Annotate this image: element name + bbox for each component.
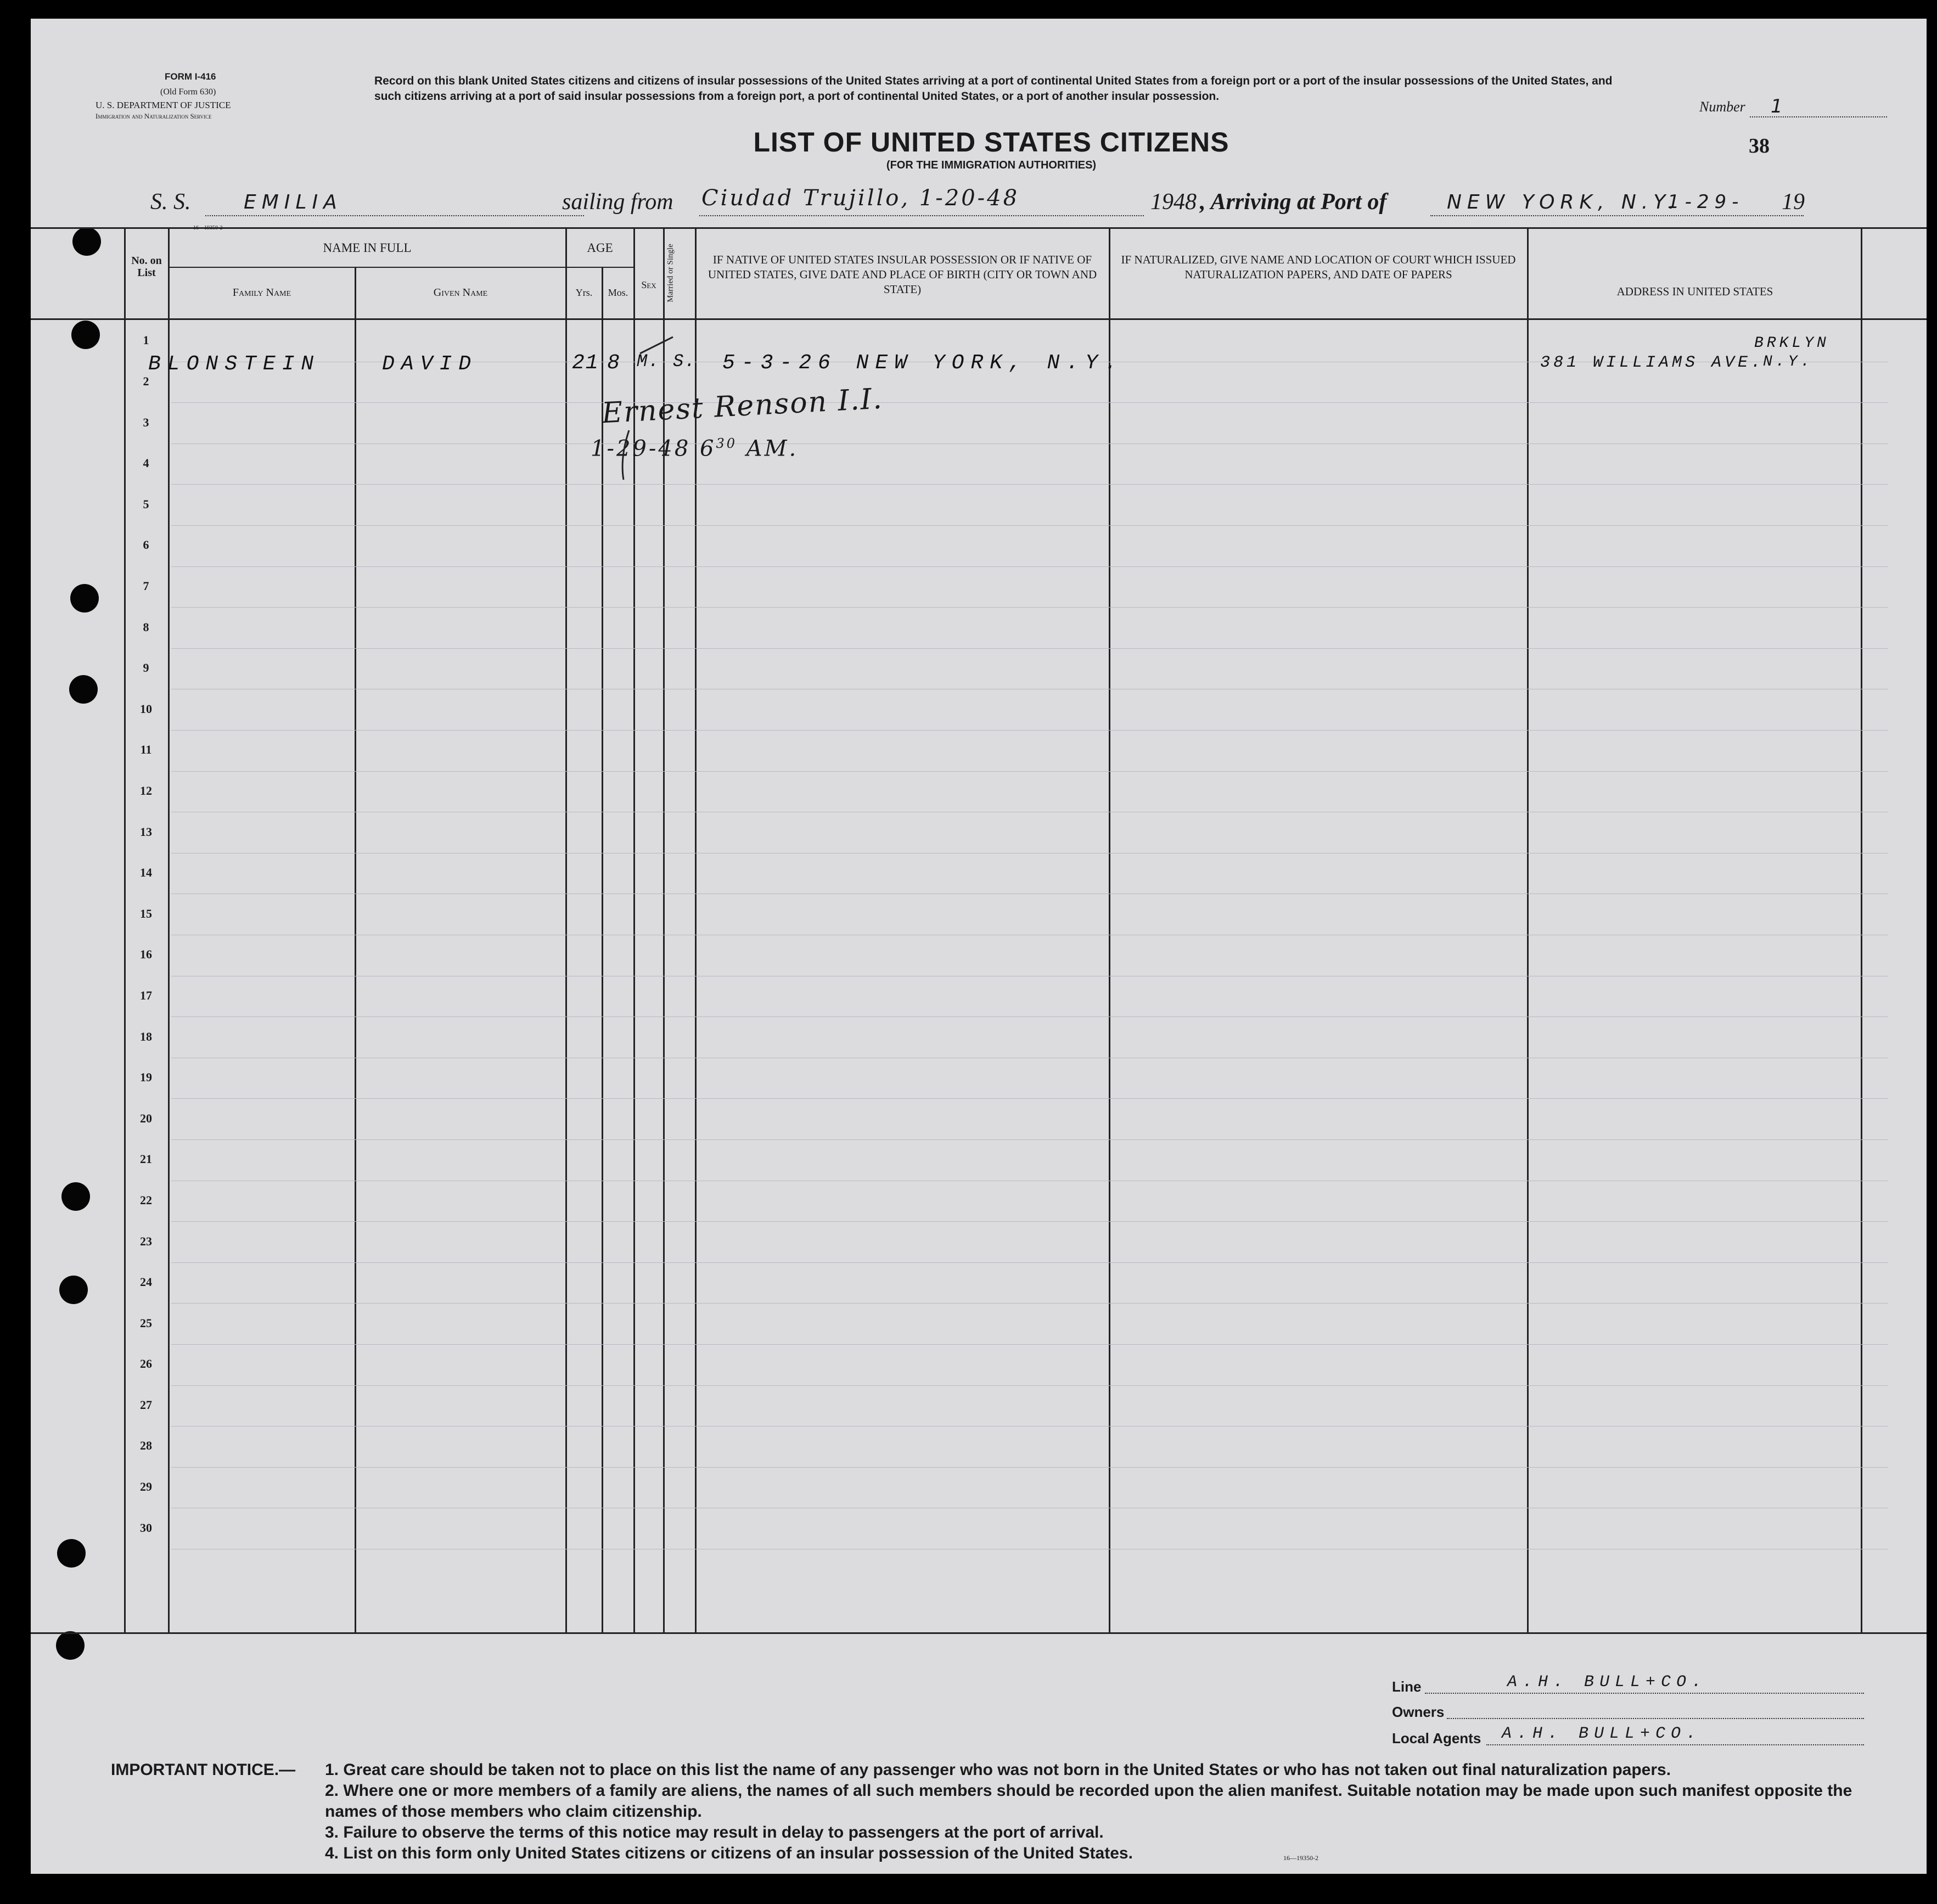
- row-number: 15: [140, 907, 152, 920]
- ss-label: S. S.: [150, 189, 191, 215]
- row-number: 20: [140, 1111, 152, 1125]
- row-rule: [171, 484, 1888, 485]
- row-rule: [171, 1303, 1888, 1304]
- row-number: 27: [140, 1398, 152, 1412]
- row-rule: [171, 1262, 1888, 1263]
- row-number: 16: [140, 947, 152, 961]
- col-divider: [355, 268, 356, 1632]
- punch-hole: [70, 584, 99, 613]
- notice-2: 2. Where one or more members of a family are aliens, the names of all such members should be recorded upon the alien manifest. Suitable notation may be made upon such manifest opposite the names of those members who claim citizenship.: [325, 1782, 1852, 1821]
- header-married-or-single: Married or Single: [666, 244, 675, 302]
- agents-rule: [1486, 1744, 1864, 1745]
- table-top-border: [31, 227, 1927, 229]
- row-number: 26: [140, 1357, 152, 1371]
- sailing-label: sailing from: [562, 189, 673, 215]
- row-number: 23: [140, 1234, 152, 1248]
- row-number: 18: [140, 1030, 152, 1043]
- row-rule: [171, 1221, 1888, 1222]
- row-number: 8: [143, 620, 149, 634]
- row-number: 21: [140, 1152, 152, 1166]
- entry-birth: 5-3-26 NEW YORK, N.Y.: [722, 351, 1124, 375]
- owners-label: Owners: [1392, 1704, 1445, 1720]
- name-age-subdivider: [169, 267, 633, 268]
- row-number: 10: [140, 702, 152, 716]
- ditto-strokes: [607, 321, 678, 485]
- arrival-date: 1-29-: [1667, 191, 1744, 213]
- header-sex: Sex: [641, 279, 656, 290]
- row-rule: [171, 648, 1888, 649]
- notice-title: IMPORTANT NOTICE.—: [111, 1761, 296, 1779]
- row-rule: [171, 730, 1888, 731]
- row-number: 22: [140, 1193, 152, 1207]
- sailing-line: [699, 215, 1144, 216]
- col-divider: [168, 228, 170, 1632]
- header-age: AGE: [587, 241, 613, 255]
- print-code-bottom: 16—19350-2: [1283, 1854, 1318, 1862]
- header-yrs: Yrs.: [575, 287, 593, 298]
- service: Immigration and Naturalization Service: [96, 112, 212, 120]
- row-rule: [171, 1467, 1888, 1468]
- form-number: FORM I-416: [165, 71, 216, 82]
- row-number: 19: [140, 1070, 152, 1084]
- line-rule: [1425, 1693, 1864, 1694]
- instructions-text: Record on this blank United States citizens and citizens of insular possessions of the United States arriving at a port of continental United States from a foreign port or a port of the insular possessions of the United States, and such citizens arriving at a port of said insular possessions from a foreign port, a port of continental United States, or a port of another insular possession.: [374, 75, 1613, 103]
- row-number: 30: [140, 1521, 152, 1535]
- header-bottom-border: [31, 318, 1927, 320]
- row-rule: [171, 1098, 1888, 1099]
- entry-given-name: DAVID: [382, 352, 478, 376]
- row-number: 9: [143, 661, 149, 675]
- inspector-date: 1-29-48 6: [591, 436, 716, 462]
- row-rule: [171, 1016, 1888, 1017]
- punch-hole: [59, 1276, 88, 1304]
- punch-hole: [71, 321, 100, 349]
- manifest-page: [31, 19, 1927, 1874]
- number-value: 1: [1771, 96, 1788, 117]
- entry-address: 381 WILLIAMS AVE.: [1540, 353, 1765, 372]
- row-rule: [171, 607, 1888, 608]
- col-divider: [1861, 228, 1862, 1632]
- agents-value: A.H. BULL+CO.: [1502, 1725, 1702, 1743]
- inspector-minutes: 30: [716, 436, 737, 451]
- row-number: 11: [140, 743, 152, 756]
- punch-hole: [69, 675, 98, 704]
- row-number: 4: [143, 456, 149, 470]
- row-number: 3: [143, 415, 149, 429]
- page-title: LIST OF UNITED STATES CITIZENS: [753, 127, 1229, 158]
- row-rule: [171, 1385, 1888, 1386]
- notice-4: 4. List on this form only United States citizens or citizens of an insular possession of the United States.: [325, 1844, 1133, 1862]
- row-rule: [171, 402, 1888, 403]
- arrival-year: 19: [1782, 189, 1805, 215]
- header-name-in-full: NAME IN FULL: [323, 241, 412, 255]
- entry-age-yrs: 21: [572, 351, 599, 375]
- row-number: 5: [143, 497, 149, 511]
- row-number: 25: [140, 1316, 152, 1330]
- entry-sex: M.: [637, 351, 660, 372]
- entry-family-name: BLONSTEIN: [148, 352, 321, 376]
- col-divider: [565, 228, 567, 1632]
- arrival-port: NEW YORK, N.Y.: [1447, 191, 1681, 214]
- punch-hole: [56, 1631, 85, 1660]
- row-number: 29: [140, 1480, 152, 1493]
- row-rule: [171, 1139, 1888, 1140]
- row-rule: [171, 771, 1888, 772]
- ship-line: [205, 215, 584, 216]
- department: U. S. DEPARTMENT OF JUSTICE: [96, 100, 231, 110]
- old-form: (Old Form 630): [160, 87, 216, 97]
- line-value: A.H. BULL+CO.: [1507, 1673, 1708, 1692]
- entry-city: BRKLYN: [1754, 335, 1829, 352]
- row-rule: [171, 525, 1888, 526]
- row-number: 12: [140, 784, 152, 797]
- row-number: 17: [140, 988, 152, 1002]
- row-number: 13: [140, 825, 152, 839]
- punch-hole: [57, 1539, 86, 1568]
- inspector-signature: Ernest Renson I.I.: [600, 382, 884, 430]
- page-subtitle: (FOR THE IMMIGRATION AUTHORITIES): [886, 159, 1097, 171]
- ship-name: EMILIA: [244, 191, 343, 214]
- punch-hole: [61, 1182, 90, 1211]
- col-divider: [1527, 228, 1529, 1632]
- row-rule: [171, 1344, 1888, 1345]
- row-number: 1: [143, 333, 149, 347]
- entry-state: N.Y.: [1763, 353, 1814, 370]
- sailing-from: Ciudad Trujillo, 1-20-48: [701, 186, 1020, 211]
- table-bottom-border: [31, 1632, 1927, 1634]
- col-divider: [124, 228, 126, 1632]
- header-naturalized: IF NATURALIZED, GIVE NAME AND LOCATION OF COURT WHICH ISSUED NATURALIZATION PAPERS, AND DATE OF PAPERS: [1121, 253, 1516, 281]
- arriving-label: , Arriving at Port of: [1200, 189, 1387, 215]
- notice-1: 1. Great care should be taken not to place on this list the name of any passenger who was not born in the United States or who has not taken out final naturalization papers.: [325, 1761, 1671, 1779]
- row-number: 6: [143, 538, 149, 552]
- entry-marital: S.: [673, 351, 697, 372]
- punch-hole: [72, 227, 101, 256]
- col-divider: [1109, 228, 1110, 1632]
- row-number: 2: [143, 374, 149, 388]
- sailing-year: 1948: [1150, 189, 1197, 215]
- header-family-name: Family Name: [232, 287, 291, 299]
- row-number: 24: [140, 1275, 152, 1289]
- header-mos: Mos.: [608, 287, 628, 298]
- line-label: Line: [1392, 1678, 1422, 1695]
- row-number: 14: [140, 866, 152, 879]
- notice-3: 3. Failure to observe the terms of this notice may result in delay to passengers at the port of arrival.: [325, 1823, 1104, 1841]
- header-no-on-list: No. on List: [131, 255, 162, 279]
- inspector-ampm: AM.: [737, 436, 799, 462]
- agents-label: Local Agents: [1392, 1730, 1481, 1746]
- row-number: 28: [140, 1439, 152, 1452]
- page-number: 38: [1749, 134, 1770, 158]
- header-native: IF NATIVE OF UNITED STATES INSULAR POSSESSION OR IF NATIVE OF UNITED STATES, GIVE DATE AND PLACE OF BIRTH (CITY OR TOWN AND STATE): [708, 253, 1097, 296]
- header-address: ADDRESS IN UNITED STATES: [1616, 285, 1773, 298]
- arrival-line: [1430, 215, 1804, 216]
- number-label: Number: [1699, 99, 1745, 115]
- header-given-name: Given Name: [433, 287, 488, 299]
- owners-rule: [1447, 1718, 1864, 1719]
- row-rule: [171, 443, 1888, 444]
- entry-age-mos: 8: [607, 351, 621, 375]
- col-divider: [602, 268, 603, 1632]
- row-rule: [171, 566, 1888, 567]
- row-number: 7: [143, 579, 149, 593]
